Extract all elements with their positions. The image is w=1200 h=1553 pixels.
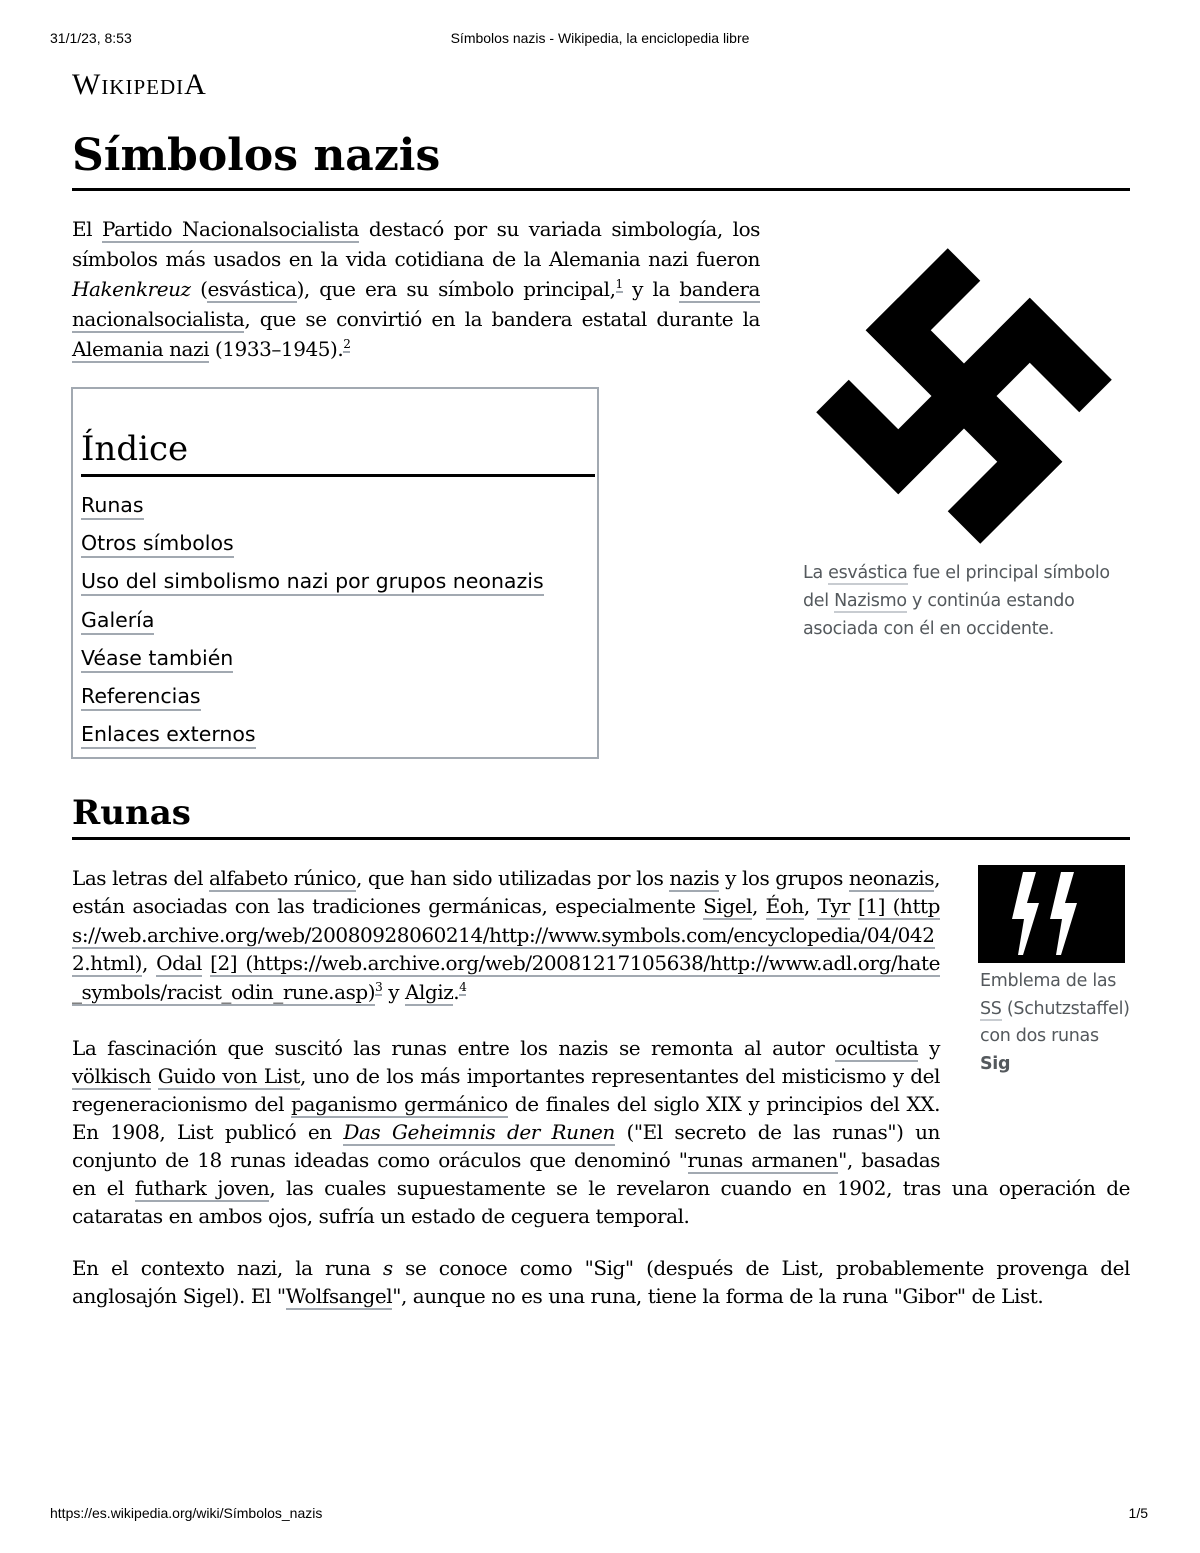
link-futhark-joven[interactable]: futhark joven (134, 1176, 270, 1200)
link-wolfsangel[interactable]: Wolfsangel (285, 1284, 393, 1308)
toc-item-enlaces-externos[interactable]: Enlaces externos (81, 715, 544, 753)
toc-item-uso-neonazis[interactable]: Uso del simbolismo nazi por grupos neonazis (81, 562, 544, 600)
link-alemania-nazi[interactable]: Alemania nazi (72, 337, 210, 361)
table-of-contents (71, 387, 599, 759)
ss-caption: Emblema de las SS (Schutzstaffel) con dos runas Sig (980, 971, 1130, 1074)
link-paganismo-germanico[interactable]: paganismo germánico (291, 1092, 508, 1116)
link-caption-nazismo[interactable]: Nazismo (834, 591, 907, 611)
external-link-2[interactable]: [2] (https://web.archive.org/web/20081217105638/http://www.adl.org/hate_symbols/racist_odin_rune.asp) (72, 951, 940, 1004)
link-neonazis[interactable]: neonazis (848, 866, 935, 890)
runas-paragraph-3: En el contexto nazi, la runa s se conoce como "Sig" (después de List, probablemente provenga del anglosajón Sigel). El "Wolfsangel", aunque no es una runa, tiene la forma de la runa "Gibor" de List. (72, 1256, 1130, 1308)
link-guido-von-list[interactable]: Guido von List (157, 1064, 301, 1088)
link-alfabeto-runico[interactable]: alfabeto rúnico (209, 866, 357, 890)
section-divider (72, 837, 1130, 840)
link-das-geheimnis[interactable]: Das Geheimnis der Runen (343, 1120, 615, 1144)
ref-2[interactable]: 2 (343, 337, 351, 352)
swastika-caption: La esvástica fue el principal símbolo del Nazismo y continúa estando asociada con él en occidente. (803, 563, 1110, 639)
ss-emblem-image[interactable] (978, 865, 1125, 963)
link-tyr[interactable]: Tyr (817, 894, 851, 919)
link-partido-nacionalsocialista[interactable]: Partido Nacionalsocialista (101, 217, 360, 241)
toc-item-vease-tambien[interactable]: Véase también (81, 639, 544, 677)
link-bandera[interactable]: bandera nacionalsocialista (72, 277, 760, 331)
link-caption-ss[interactable]: SS (980, 998, 1002, 1019)
link-volkisch[interactable]: völkisch (72, 1064, 151, 1088)
section-heading-runas: Runas (72, 793, 191, 833)
link-sigel[interactable]: Sigel (703, 894, 753, 919)
ref-4[interactable]: 4 (459, 979, 467, 994)
toc-item-otros-simbolos[interactable]: Otros símbolos (81, 524, 544, 562)
link-caption-esvastica[interactable]: esvástica (828, 563, 908, 583)
print-url: https://es.wikipedia.org/wiki/Símbolos_nazis (50, 1505, 323, 1521)
title-divider (72, 188, 1130, 191)
runas-paragraph-1: Las letras del alfabeto rúnico, que han sido utilizadas por los nazis y los grupos neonazis, están asociadas con las tradiciones germánicas, especialmente Sigel, Éoh, Tyr [1] (https://web.archive.org/web/20080928060214/http://www.symbols.com/encyclopedia/04/0422.html), Odal [2] (https://web.archive.org/web/20081217105638/http://www.adl.org/hate_symbols/racist_odin_rune.asp)$^3$ y Algiz.$^4$ (72, 866, 940, 1004)
toc-list (81, 486, 544, 753)
link-runas-armanen[interactable]: runas armanen (687, 1148, 839, 1172)
link-odal[interactable]: Odal (156, 951, 202, 976)
ref-3[interactable]: 3 (375, 979, 383, 994)
toc-divider (81, 474, 595, 477)
toc-item-galeria[interactable]: Galería (81, 601, 544, 639)
ref-1[interactable]: 1 (615, 277, 623, 292)
toc-item-runas[interactable]: Runas (81, 486, 544, 524)
print-page-number: 1/5 (1128, 1505, 1148, 1521)
link-nazis[interactable]: nazis (669, 866, 720, 890)
intro-paragraph: El Partido Nacionalsocialista destacó por su variada simbología, los símbolos más usados en la vida cotidiana de la Alemania nazi fueron Hakenkreuz (esvástica), que era su símbolo principal,$^1$ y la bandera nacionalsocialista, que se convirtió en la bandera estatal durante la Alemania nazi (1933–1945).$^2$ (72, 217, 760, 361)
wikipedia-logo[interactable]: WikipediA (72, 68, 207, 101)
toc-item-referencias[interactable]: Referencias (81, 677, 544, 715)
link-algiz[interactable]: Algiz (404, 979, 454, 1004)
print-doc-title: Símbolos nazis - Wikipedia, la enciclopedia libre (450, 30, 750, 46)
external-link-1[interactable]: [1] (https://web.archive.org/web/20080928060214/http://www.symbols.com/encyclopedia/04/0422.html) (72, 894, 940, 976)
sig-runes-icon (978, 865, 1125, 963)
page-title: Símbolos nazis (72, 130, 441, 181)
link-ocultista[interactable]: ocultista (835, 1036, 919, 1060)
print-datetime: 31/1/23, 8:53 (50, 30, 132, 46)
runas-paragraph-2: La fascinación que suscitó las runas entre los nazis se remonta al autor ocultista y völkisch Guido von List, uno de los más importantes representantes del misticismo y del regeneracionismo del paganismo germánico de finales del siglo XIX y principios del XX. En 1908, List publicó en Das Geheimnis der Runen ("El secreto de las runas") un conjunto de 18 runas ideadas como oráculos que denominó "runas armanen", basadas en el futhark joven, las cuales supuestamente se le revelaron cuando en 1902, tras una operación de cataratas en ambos ojos, sufría un estado de ceguera temporal. (72, 1036, 1130, 1228)
toc-title: Índice (81, 429, 189, 469)
link-eoh[interactable]: Éoh (765, 894, 804, 919)
link-esvastica[interactable]: esvástica (207, 277, 297, 301)
swastika-image[interactable] (800, 232, 1128, 560)
